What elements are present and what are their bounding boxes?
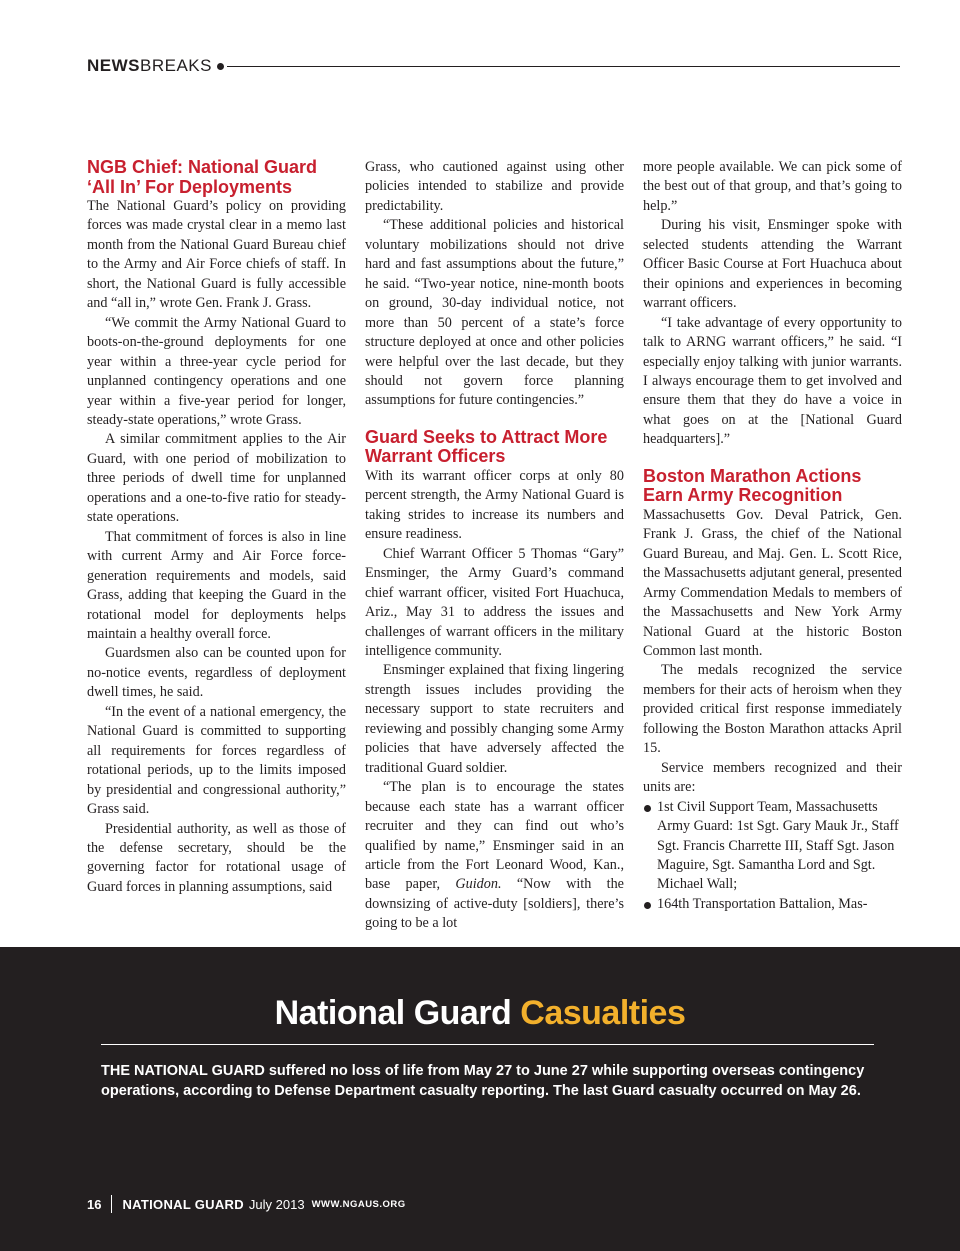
paragraph: Guardsmen also can be counted upon for no-notice events, regardless of deployment dwell times, he said. [87, 645, 346, 701]
paragraph: “We commit the Army National Guard to boots-on-the-ground deployments for one year within a three-year cycle period for unplanned contingency operations and one year within a five-year period for longer, steady-state operations,” wrote Grass. [87, 314, 346, 428]
paragraph: “In the event of a national emergency, the National Guard is committed to supporting all requirements for forces regardless of rotational periods, up to the limits imposed by presidential and congressional authority,” Grass said. [87, 703, 346, 818]
paragraph: more people available. We can pick some of the best out of that group, and that’s going to help.” [643, 159, 902, 214]
section-label-light: BREAKS [140, 56, 212, 75]
paragraph-text: “The plan is to encourage the states because each state has a warrant officer recruiter and they can find out who’s qualified by name,” Ensminger said in an article from the Fort Leonard Wood, Kan., base paper, [365, 779, 624, 893]
paragraph: Presidential authority, as well as those of the defense secretary, should be the governing factor for rotational usage of Guard forces in planning assumptions, said [87, 820, 346, 895]
section-label [87, 56, 212, 76]
casualties-title-accent: Casualties [520, 994, 686, 1032]
paragraph: Massachusetts Gov. Deval Patrick, Gen. Frank J. Grass, the chief of the National Guard Bureau, and Maj. Gen. L. Scott Rice, the Massachusetts adjutant general, presented Army Commendation Medals to members of the Massachusetts and New York Army National Guard at the historic Boston Common last month. [643, 506, 902, 659]
casualties-title [0, 994, 960, 1033]
page-footer [87, 1195, 406, 1213]
header-bullet-icon [217, 63, 224, 70]
list-item: 1st Civil Support Team, Massachusetts Army Guard: 1st Sgt. Gary Mauk Jr., Staff Sgt. Francis Charrette III, Staff Sgt. Jason Maguire, Sgt. Samantha Lord and Sgt. Michael Wall; [643, 798, 902, 895]
website-url: WWW.NGAUS.ORG [311, 1198, 406, 1210]
paragraph: The National Guard’s policy on providing forces was made crystal clear in a memo last month from the National Guard Bureau chief to the Army and Air Force chiefs of staff. In short, the National Guard is fully accessible and “all in,” wrote Gen. Frank J. Grass. [87, 198, 346, 312]
magazine-name: NATIONAL GUARD [122, 1196, 244, 1212]
paragraph-text: “Now with the downsizing of active-duty [soldiers], there’s going to be a lot [365, 876, 624, 932]
casualties-text: THE NATIONAL GUARD suffered no loss of life from May 27 to June 27 while supporting overseas contingency operations, according to Defense Department casualty reporting. The last Guard casualty occurred on May 26. [101, 1063, 865, 1099]
article-column-3 [643, 158, 902, 914]
article-column-1 [87, 158, 346, 897]
paragraph: Service members recognized and their units are: [643, 759, 902, 796]
paragraph: Ensminger explained that fixing lingering strength issues includes providing the necessary support to state recruiters and reviewing and possibly changing some Army policies that have adversely affected the traditional Guard soldier. [365, 662, 624, 776]
article-column-2 [365, 158, 624, 934]
paragraph: Chief Warrant Officer 5 Thomas “Gary” Ensminger, the Army Guard’s command chief warrant officer, visited Fort Huachuca, Ariz., May 31 to address the issues and challenges of warrant officers in the military intelligence community. [365, 545, 624, 659]
issue-date: July 2013 [248, 1196, 305, 1212]
headline-ngb-chief: NGB Chief: National Guard ‘All In’ For Deployments [87, 157, 318, 197]
paragraph: That commitment of forces is also in line with current Army and Air Force force-generation requirements and models, said Grass, adding that keeping the Guard in the rotational model for deployments helps maintain a healthy overall force. [87, 528, 346, 642]
recognized-units-list [643, 798, 902, 915]
paragraph: During his visit, Ensminger spoke with selected students attending the Warrant Officer Basic Course at Fort Huachuca about their opinions and experiences in becoming warrant officers. [643, 217, 902, 312]
paragraph: The medals recognized the service members for their acts of heroism when they provided critical first response immediately following the Boston Marathon attacks April 15. [643, 662, 902, 757]
casualties-title-white: National Guard [274, 994, 512, 1032]
headline-warrant-officers: Guard Seeks to Attract More Warrant Officers [365, 426, 608, 467]
paragraph [365, 778, 624, 934]
paragraph: “These additional policies and historical voluntary mobilizations should not drive hard and fast assumptions about the future,” he said. “Two-year notice, nine-month boots on ground, 30-day individual notice, not more than 50 percent of a state’s force structure deployed at once and other policies were helpful over the last decade, but they should not govern force planning assumptions for future contingencies.” [365, 217, 624, 409]
paragraph: With its warrant officer corps at only 80 percent strength, the Army National Guard is taking strides to increase its numbers and ensure readiness. [365, 467, 624, 543]
section-header [87, 56, 900, 80]
paragraph: A similar commitment applies to the Air Guard, with one period of mobilization to three periods of dwell time for unplanned operations and a one-to-five ratio for steady-state operations. [87, 431, 346, 526]
list-item: 164th Transportation Battalion, Mas- [643, 895, 902, 914]
publication-name: Guidon. [455, 876, 502, 893]
footer-divider [111, 1195, 112, 1213]
page-number: 16 [87, 1196, 102, 1212]
header-rule [227, 66, 900, 67]
section-label-bold: NEWS [87, 56, 140, 75]
casualties-rule [101, 1044, 874, 1045]
headline-boston-marathon: Boston Marathon Actions Earn Army Recognition [643, 465, 862, 506]
paragraph: “I take advantage of every opportunity to talk to ARNG warrant officers,” he said. “I especially enjoy talking with junior warrants. I always encourage them to get involved and ensure them that they do have a voice in what goes on at the [National Guard headquarters].” [643, 314, 902, 448]
paragraph: Grass, who cautioned against using other policies intended to stabilize and provide predictability. [365, 159, 624, 214]
